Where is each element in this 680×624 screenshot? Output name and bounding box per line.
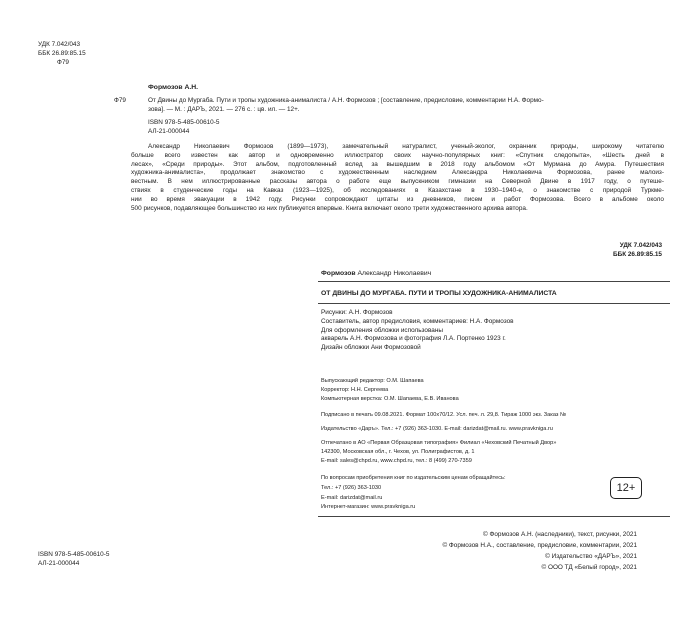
copyright-block (400, 529, 637, 573)
annotation-line: больше всего известен как автор и одновременно иллюстратор своих научно-популярных книг: «Спутник следопыта», «Шесть дней в (131, 151, 664, 159)
top-codes-block (38, 41, 86, 67)
bbk-code: ББК 26.89:85.15 (38, 49, 86, 57)
colophon-divider-bottom (318, 303, 670, 304)
entry-code: Ф79 (114, 97, 126, 104)
entry-isbn-block (148, 119, 219, 137)
annotation-line: вестным. В нем иллюстрированные рассказы автора о работе еще выпускником гимназии на Северной Двине в 1917 году, о путеше- (131, 178, 664, 186)
credit-line: Составитель, автор предисловия, комментариев: Н.А. Формозов (321, 317, 514, 325)
bottom-isbn: ISBN 978-5-485-00610-5 (38, 551, 110, 558)
credit-line: акварель А.Н. Формозова и фотография Л.А. Портенко 1923 г. (321, 335, 506, 343)
staff-line: Выпускающий редактор: О.М. Шапаева (321, 378, 424, 384)
purchase-line: E-mail: darizdat@mail.ru (321, 494, 383, 501)
right-udk-code: УДК 7.042/043 (619, 242, 662, 249)
annotation-line: Александр Николаевич Формозов (1899—1973), замечательный натуралист, ученый-эколог, охранник природы, широкому читателю (148, 143, 664, 150)
colophon-purchase-info (321, 474, 506, 513)
copyright-line: © Формозов Н.А., составление, предисловие, комментарии, 2021 (442, 542, 637, 550)
colophon-credits (321, 309, 514, 353)
right-bbk-code: ББК 26.89:85.15 (613, 250, 662, 258)
staff-line: Корректор: Н.Н. Сергеева (321, 386, 389, 393)
purchase-line: Тел.: +7 (926) 363-1030 (321, 484, 382, 491)
entry-code2: АЛ-21-000044 (148, 127, 190, 135)
colophon-author-name: Александр Николаевич (355, 270, 432, 277)
colophon-author (321, 269, 431, 278)
credit-line: Рисунки: А.Н. Формозов (321, 309, 393, 316)
entry-title-block (148, 97, 544, 115)
copyright-line: © ООО ТД «Белый город», 2021 (541, 564, 637, 572)
annotation-line: ствиях в студенческие годы на Кавказ (1923—1925), об исследованиях в Казахстане в 1930–1940-е, о знакомстве с природой Туркме- (131, 187, 664, 195)
entry-author: Формозов А.Н. (148, 84, 199, 91)
purchase-line: По вопросам приобретения книг по издательским ценам обращайтесь: (321, 475, 506, 481)
colophon-book-title: ОТ ДВИНЫ ДО МУРГАБА. ПУТИ И ТРОПЫ ХУДОЖНИКА-АНИМАЛИСТА (321, 290, 557, 297)
copyright-line: © Формозов А.Н. (наследники), текст, рисунки, 2021 (483, 531, 637, 538)
right-codes-block (560, 242, 662, 260)
udk-code: УДК 7.042/043 (38, 41, 81, 48)
credit-line: Дизайн обложки Ани Формозовой (321, 344, 421, 352)
signed-to-print: Подписано в печать 09.08.2021. Формат 100x70/12. Усл. печ. л. 29,8. Тираж 1000 экз. Заказ № (321, 412, 567, 418)
printer-line: Отпечатано в АО «Первая Образцовая типография» Филиал «Чеховский Печатный Двор» (321, 439, 557, 446)
colophon-divider-top (318, 281, 670, 282)
annotation-line: 500 рисунков, подавляющее большинство из них публикуется впервые. Книга включает около трети художественного архива автора. (131, 204, 528, 212)
bottom-code: АЛ-21-000044 (38, 559, 80, 567)
entry-isbn: ISBN 978-5-485-00610-5 (148, 119, 220, 126)
colophon-staff (321, 377, 459, 404)
annotation-line: нии во время эвакуации в 1942 году. Рисунки сопровождают цитаты из дневников, писем и работ Формозова. Всего в альбоме около (131, 195, 664, 203)
printer-line: 142300, Московская обл., г. Чехов, ул. Полиграфистов, д. 1 (321, 448, 475, 455)
annotation-paragraph (131, 143, 664, 214)
bottom-isbn-block (38, 551, 109, 569)
entry-title-line: зова]. — М. : ДАРЪ, 2021. — 276 с. : цв. ил. — 12+. (148, 105, 300, 113)
colophon-divider-end (318, 516, 670, 517)
colophon-author-surname: Формозов (321, 270, 356, 277)
publisher-info: Издательство «Даръ». Тел.: +7 (926) 363-1030. E-mail: darizdat@mail.ru. www.pravkniga.ru (321, 425, 553, 432)
age-rating-badge: 12+ (610, 477, 642, 499)
printer-line: E-mail: sales@chpd.ru, www.chpd.ru, тел.: 8 (499) 270-7359 (321, 457, 472, 464)
copyright-line: © Издательство «ДАРЪ», 2021 (545, 553, 637, 561)
annotation-line: художника-анималиста», продолжает знакомство с художественным наследием Александра Николаевича Формозова, ранее малоиз- (131, 169, 664, 177)
purchase-line: Интернет-магазин: www.pravkniga.ru (321, 504, 416, 511)
entry-title-line: От Двины до Мургаба. Пути и тропы художника-анималиста / А.Н. Формозов ; [составление, предисловие, комментарии Н.А. Формо- (148, 97, 544, 104)
author-sign-code: Ф79 (57, 58, 69, 66)
annotation-line: лесах», «Среди природы». Этот альбом, подготовленный вслед за вышедшим в 2018 году альбомом «От Мурмана до Амура. Путешествия (131, 160, 664, 168)
staff-line: Компьютерная верстка: О.М. Шапаева, Е.В. Иванова (321, 395, 459, 402)
colophon-print-info (321, 411, 566, 466)
credit-line: Для оформления обложки использованы (321, 326, 443, 334)
